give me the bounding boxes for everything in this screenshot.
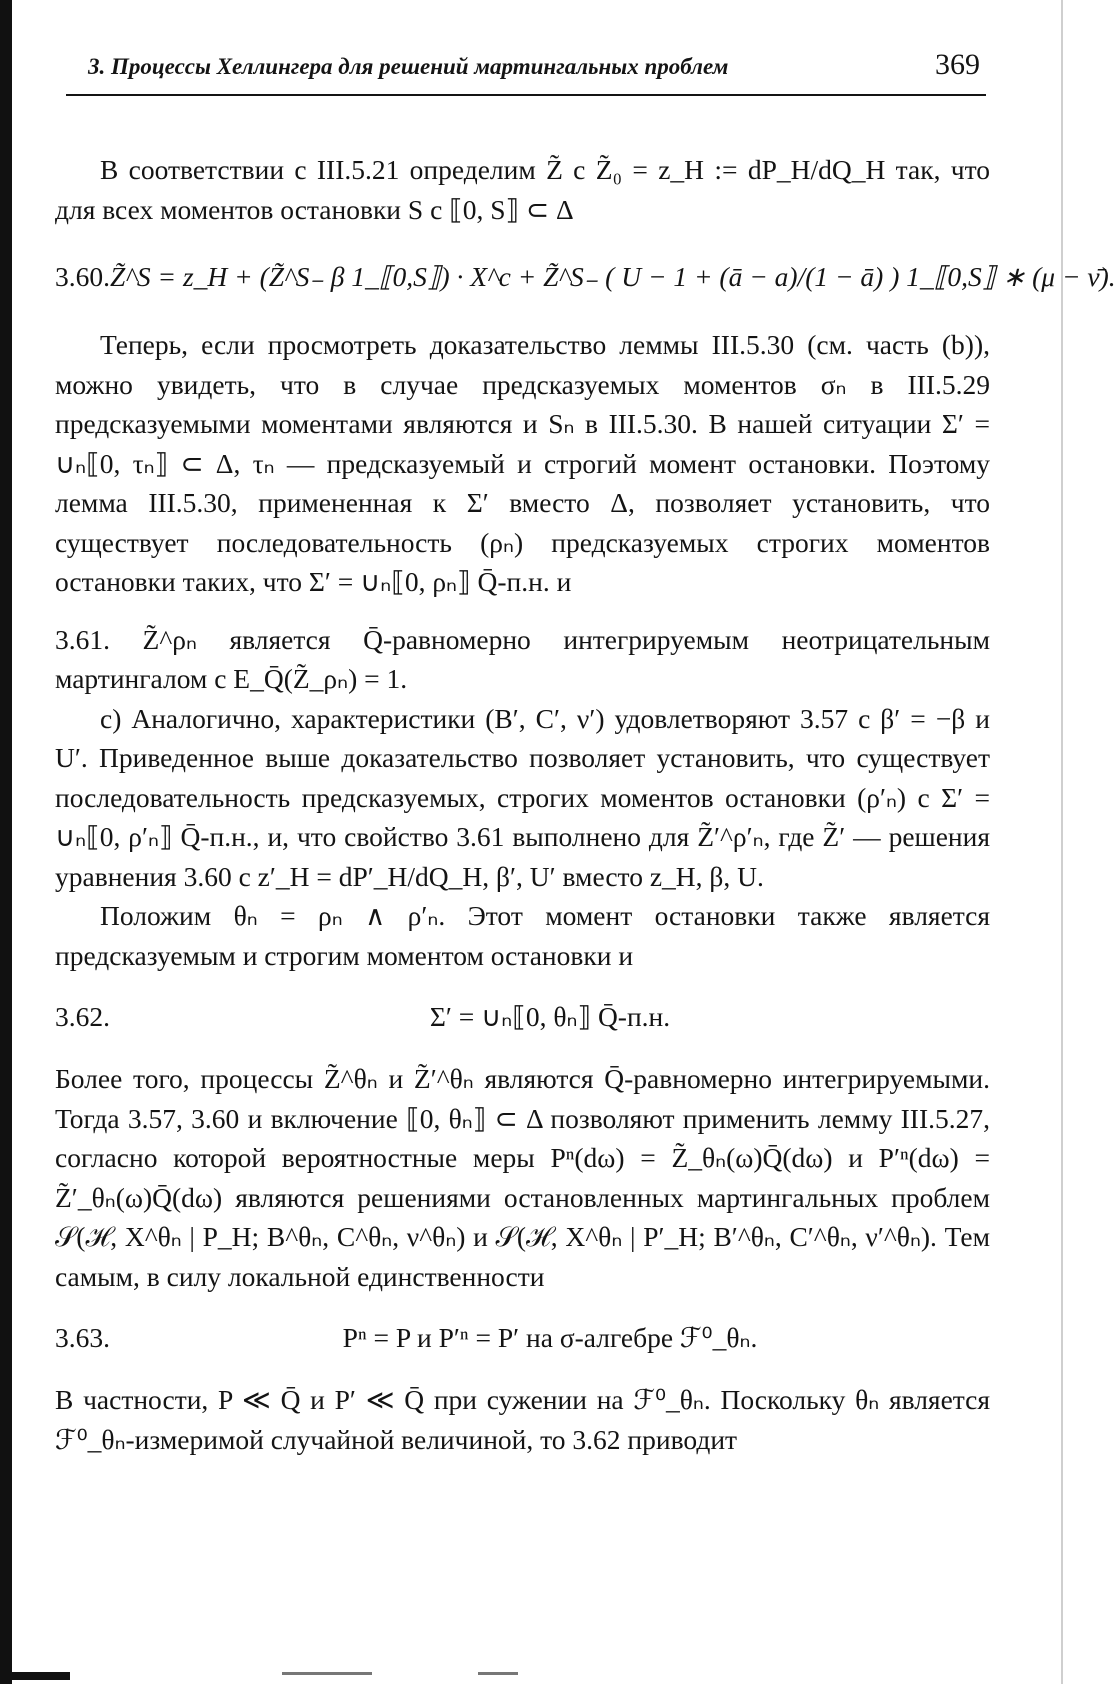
equation-3-62 [55, 991, 990, 1043]
equation-3-60 [55, 245, 1116, 309]
scan-edge-right [1061, 0, 1063, 1684]
equation-number: 3.60. [55, 261, 110, 293]
header-rule [66, 94, 986, 96]
paragraph-processes: Более того, процессы Z̃^θₙ и Z̃′^θₙ являются Q̄-равномерно интегрируемыми. Тогда 3.57, 3.60 и включение ⟦0, θₙ⟧ ⊂ Δ позволяют применить лемму III.5.27, согласно которой вероятностные меры Pⁿ(dω) = Z̃_θₙ(ω)Q̄(dω) и P′ⁿ(dω) = Z̃′_θₙ(ω)Q̄(dω) являются решениями остановленных мартингальных проблем 𝒮(ℋ, X^θₙ | P_H; B^θₙ, C^θₙ, ν^θₙ) и 𝒮(ℋ, X^θₙ | P′_H; B′^θₙ, C′^θₙ, ν′^θₙ). Тем самым, в силу локальной единственности [55, 1063, 990, 1292]
paragraph-3-61: 3.61. Z̃^ρₙ является Q̄-равномерно интегрируемым неотрицательным мартингалом с E_Q̄(Z̃_ρₙ) = 1. [55, 623, 990, 694]
paragraph-lemma-proof: Теперь, если просмотреть доказательство леммы III.5.30 (см. часть (b)), можно увидеть, что в случае предсказуемых моментов σₙ в III.5.29 предсказуемыми моментами являются и Sₙ в III.5.30. В нашей ситуации Σ′ = ∪ₙ⟦0, τₙ⟧ ⊂ Δ, τₙ — предсказуемый и строгий момент остановки. Поэтому лемма III.5.30, примененная к Σ′ вместо Δ, позволяет установить, что существует последовательность (ρₙ) предсказуемых строгих моментов остановки таких, что Σ′ = ∪ₙ⟦0, ρₙ⟧ Q̄-п.н. и [55, 329, 990, 597]
equation-3-63 [55, 1312, 990, 1364]
equation-body: Pⁿ = P и P′ⁿ = P′ на σ-алгебре ℱ⁰_θₙ. [342, 1322, 758, 1354]
paragraph-part-c: c) Аналогично, характеристики (B′, C′, ν′) удовлетворяют 3.57 с β′ = −β и U′. Приведенное выше доказательство позволяет установить, что существует последовательность предсказуемых, строгих моментов остановки (ρ′ₙ) с Σ′ = ∪ₙ⟦0, ρ′ₙ⟧ Q̄-п.н., и, что свойство 3.61 выполнено для Z̃′^ρ′ₙ, где Z̃′ — решения уравнения 3.60 с z′_H = dP′_H/dQ_H, β′, U′ вместо z_H, β, U. [55, 702, 990, 892]
page-header [88, 48, 980, 92]
equation-body: Z̃^S = z_H + (Z̃^S₋ β 1_⟦0,S⟧) · X^c + Z̃^S₋ ( U − 1 + (ā − a)/(1 − ā) ) 1_⟦0,S⟧ ∗ (μ − ν̄). [110, 261, 1116, 293]
scan-artifact [478, 1672, 518, 1675]
scan-edge-bottom [0, 1672, 70, 1680]
equation-number: 3.63. [55, 1322, 110, 1354]
page-number: 369 [935, 48, 980, 81]
scan-edge-left [0, 0, 12, 1684]
paragraph-definition: В соответствии с III.5.21 определим Z̃ с Z̃₀ = z_H := dP_H/dQ_H так, что для всех моментов остановки S с ⟦0, S⟧ ⊂ Δ [55, 154, 990, 225]
paragraph-conclusion: В частности, P ≪ Q̄ и P′ ≪ Q̄ при сужении на ℱ⁰_θₙ. Поскольку θₙ является ℱ⁰_θₙ-измеримой случайной величиной, то 3.62 приводит [55, 1384, 990, 1455]
equation-number: 3.62. [55, 1001, 110, 1033]
equation-body: Σ′ = ∪ₙ⟦0, θₙ⟧ Q̄-п.н. [429, 1001, 671, 1033]
running-title: 3. Процессы Хеллингера для решений мартингальных проблем [88, 54, 729, 79]
scan-artifact [282, 1672, 372, 1675]
paragraph-theta: Положим θₙ = ρₙ ∧ ρ′ₙ. Этот момент остановки также является предсказуемым и строгим моментом остановки и [55, 900, 990, 971]
page-body [55, 150, 1116, 1610]
